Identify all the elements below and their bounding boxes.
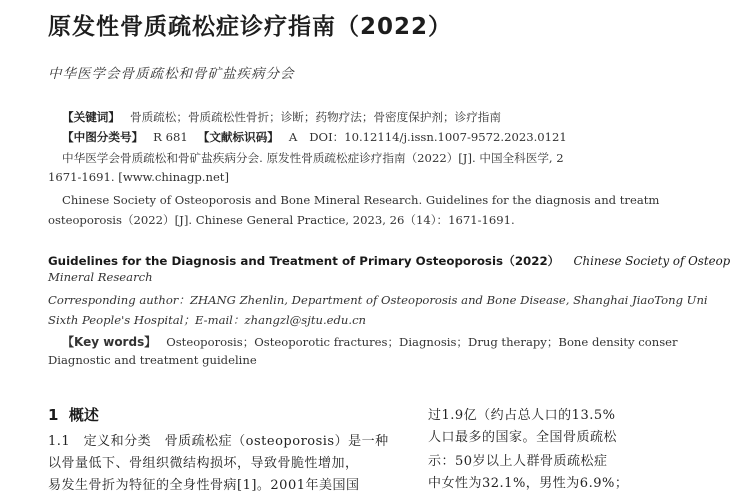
english-title-main: Guidelines for the Diagnosis and Treatment of Primary Osteoporosis（2022） (48, 254, 560, 268)
section-heading (48, 404, 99, 425)
doc-code-label: 【文献标识码】 (197, 130, 279, 144)
doi: DOI：10.12114/j.issn.1007-9572.2023.0121 (309, 130, 567, 144)
keywords-cn (62, 109, 501, 125)
keywords-en-text: Osteoporosis；Osteoporotic fractures；Diagnosis；Drug therapy；Bone density conser (166, 335, 678, 349)
citation-cn-line1: 中华医学会骨质疏松和骨矿盐疾病分会. 原发性骨质疏松症诊疗指南（2022）[J]. 中国全科医学, 2 (62, 151, 564, 165)
english-title-society: Chinese Society of Osteop (573, 254, 730, 268)
body-right-line: 人口最多的国家。全国骨质疏松 (428, 430, 618, 445)
keywords-cn-text: 骨质疏松；骨质疏松性骨折；诊断；药物疗法；骨密度保护剂；诊疗指南 (129, 110, 501, 124)
body-left-line: 1.1 定义和分类 骨质疏松症（osteoporosis）是一种 (48, 434, 389, 449)
keywords-en-label: 【Key words】 (62, 335, 157, 349)
citation-cn-line2: 1671-1691. [www.chinagp.net] (48, 170, 229, 184)
citation-en-line1: Chinese Society of Osteoporosis and Bone Mineral Research. Guidelines for the diagnosis and treatm (62, 193, 660, 207)
corresponding-author: Corresponding author：ZHANG Zhenlin, Department of Osteoporosis and Bone Disease, Shanghai JiaoTong Uni (48, 293, 708, 307)
keywords-en-line2: Diagnostic and treatment guideline (48, 353, 257, 367)
classification-label: 【中图分类号】 (62, 130, 144, 144)
author-association: 中华医学会骨质疏松和骨矿盐疾病分会 (48, 66, 295, 82)
corresponding-author-line2: Sixth People's Hospital；E-mail：zhangzl@sjtu.edu.cn (48, 313, 367, 327)
citation-en-line2: osteoporosis（2022）[J]. Chinese General Practice, 2023, 26（14）：1671-1691. (48, 213, 515, 227)
doc-code-value: A (288, 130, 298, 144)
keywords-en (62, 333, 678, 350)
body-right-line: 中女性为32.1%，男性为6.9%； (428, 476, 629, 491)
section-title: 概述 (68, 406, 99, 424)
keywords-cn-label: 【关键词】 (62, 110, 120, 124)
body-left-line: 以骨量低下、骨组织微结构损坏，导致骨脆性增加， (48, 456, 359, 471)
english-title-line2: Mineral Research (48, 270, 153, 284)
english-title (48, 252, 730, 269)
article-title: 原发性骨质疏松症诊疗指南（2022） (48, 14, 453, 40)
body-right-line: 示：50岁以上人群骨质疏松症 (428, 454, 608, 469)
classification-value: R 681 (153, 130, 188, 144)
classification-row (62, 129, 567, 145)
section-number: 1 (48, 406, 59, 424)
body-right-line: 过1.9亿（约占总人口的13.5% (428, 408, 616, 423)
body-left-line: 易发生骨折为特征的全身性骨病[1]。2001年美国国 (48, 478, 360, 493)
